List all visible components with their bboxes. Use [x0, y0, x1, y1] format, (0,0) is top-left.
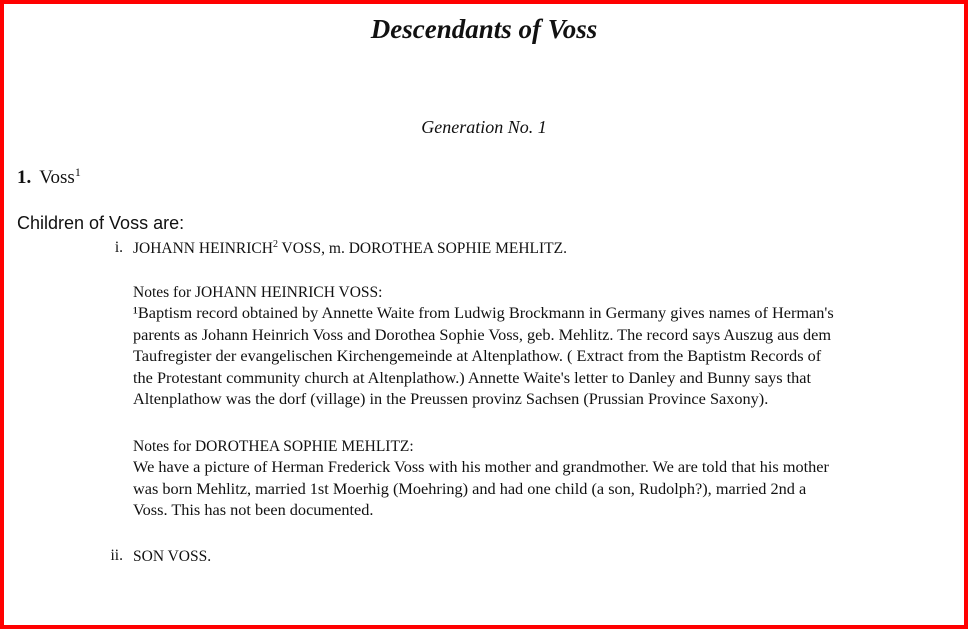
- child-footnote: 2: [272, 239, 278, 250]
- notes-line: Altenplathow was the dorf (village) in the Preussen provinz Sachsen (Prussian Province Saxony).: [133, 389, 769, 408]
- notes-line: was born Mehlitz, married 1st Moerhig (Moehring) and had one child (a son, Rudolph?), married 2nd a: [133, 478, 807, 498]
- child-name: [133, 547, 211, 566]
- child-name: [133, 239, 567, 258]
- notes-line: ¹Baptism record obtained by Annette Waite from Ludwig Brockmann in Germany gives names of Herman's: [133, 303, 834, 322]
- notes-body-dorothea: [133, 456, 963, 521]
- notes-line: the Protestant community church at Altenplathow.) Annette Waite's letter to Danley and Bunny says that: [133, 367, 812, 387]
- children-heading: Children of Voss are:: [17, 213, 185, 233]
- page-title: Descendants of Voss: [370, 14, 598, 44]
- notes-label-dorothea: Notes for DOROTHEA SOPHIE MEHLITZ:: [133, 438, 414, 455]
- person-number: 1.: [17, 167, 32, 188]
- child-roman-numeral: i.: [114, 239, 123, 256]
- notes-line: parents as Johann Heinrich Voss and Dorothea Sophie Voss, geb. Mehlitz. The record says Auszug aus dem: [133, 324, 832, 344]
- child-name-first: SON VOSS.: [133, 548, 212, 565]
- child-roman-numeral: ii.: [110, 547, 123, 564]
- generation-heading: Generation No. 1: [421, 117, 547, 137]
- notes-line: Taufregister der evangelischen Kirchengemeinde at Altenplathow. ( Extract from the Baptistm Records of: [133, 346, 822, 365]
- notes-line: Voss. This has not been documented.: [133, 500, 374, 519]
- notes-body-johann: [133, 302, 963, 410]
- person-entry: [17, 165, 81, 189]
- child-name-rest: VOSS, m. DOROTHEA SOPHIE MEHLITZ.: [277, 240, 567, 257]
- notes-label-johann: Notes for JOHANN HEINRICH VOSS:: [133, 284, 383, 301]
- person-footnote: 1: [74, 165, 81, 179]
- notes-line: We have a picture of Herman Frederick Voss with his mother and grandmother. We are told that his mother: [133, 457, 829, 476]
- person-name: Voss: [39, 167, 75, 188]
- child-name-first: JOHANN HEINRICH: [133, 240, 273, 257]
